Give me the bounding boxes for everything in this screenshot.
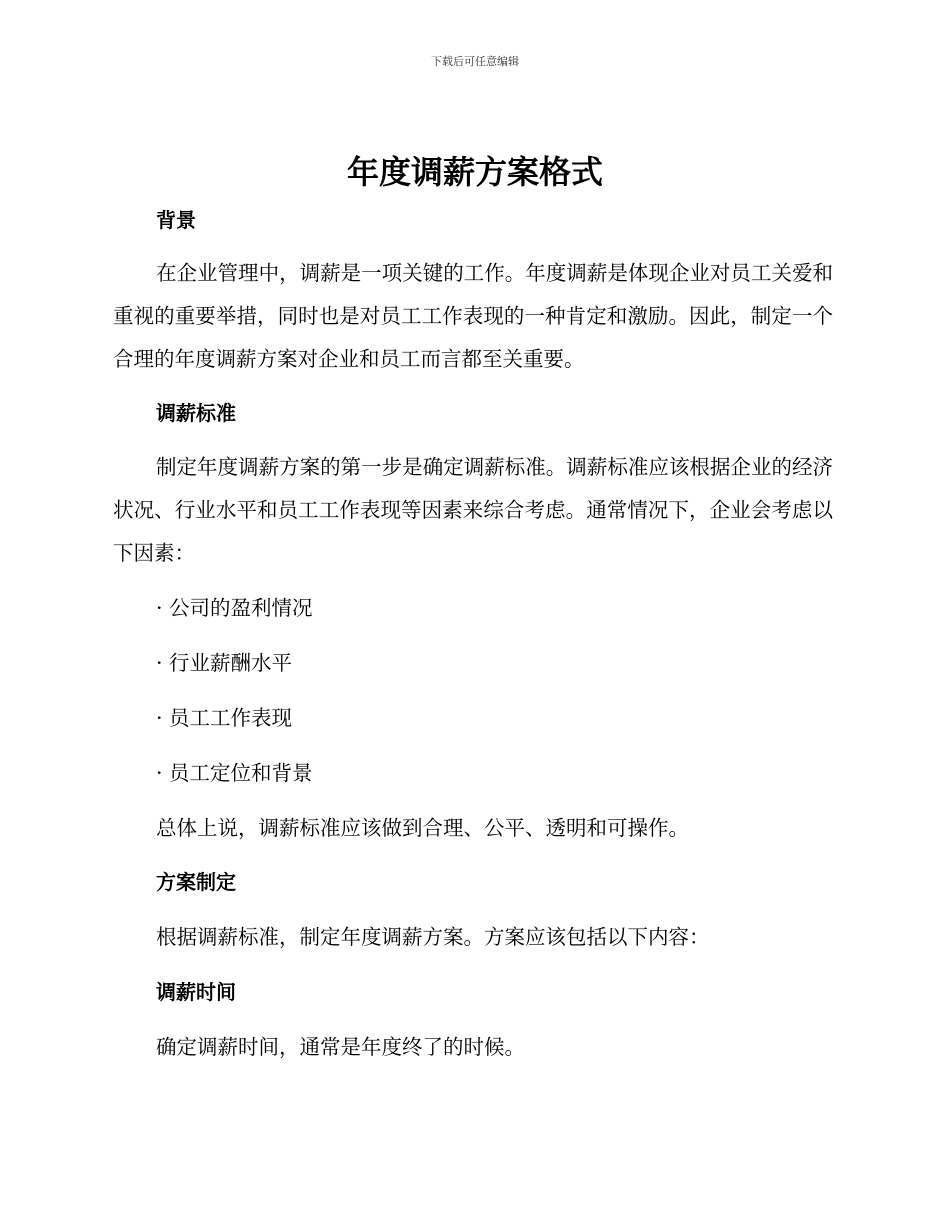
paragraph-background: 在企业管理中，调薪是一项关键的工作。年度调薪是体现企业对员工关爱和重视的重要举措，同时也是对员工工作表现的一种肯定和激励。因此，制定一个合理的年度调薪方案对企业和员工而言都至关重要。 <box>113 261 833 371</box>
section-heading-timing: 调薪时间 <box>156 980 236 1004</box>
paragraph-plan: 根据调薪标准，制定年度调薪方案。方案应该包括以下内容： <box>156 925 710 949</box>
section-heading-plan: 方案制定 <box>156 870 236 894</box>
list-item-industry-pay: · 行业薪酬水平 <box>156 651 293 675</box>
list-item-profit: · 公司的盈利情况 <box>156 596 313 620</box>
paragraph-standard: 制定年度调薪方案的第一步是确定调薪标准。调薪标准应该根据企业的经济状况、行业水平和员工工作表现等因素来综合考虑。通常情况下，企业会考虑以下因素： <box>113 455 833 565</box>
paragraph-standard-summary: 总体上说，调薪标准应该做到合理、公平、透明和可操作。 <box>156 816 689 840</box>
paragraph-timing: 确定调薪时间，通常是年度终了的时候。 <box>156 1035 525 1059</box>
document-title: 年度调薪方案格式 <box>346 153 603 191</box>
list-item-position: · 员工定位和背景 <box>156 761 313 785</box>
section-heading-standard: 调薪标准 <box>156 401 236 425</box>
header-note: 下载后可任意编辑 <box>431 55 519 68</box>
section-heading-background: 背景 <box>156 208 196 232</box>
list-item-performance: · 员工工作表现 <box>156 706 293 730</box>
